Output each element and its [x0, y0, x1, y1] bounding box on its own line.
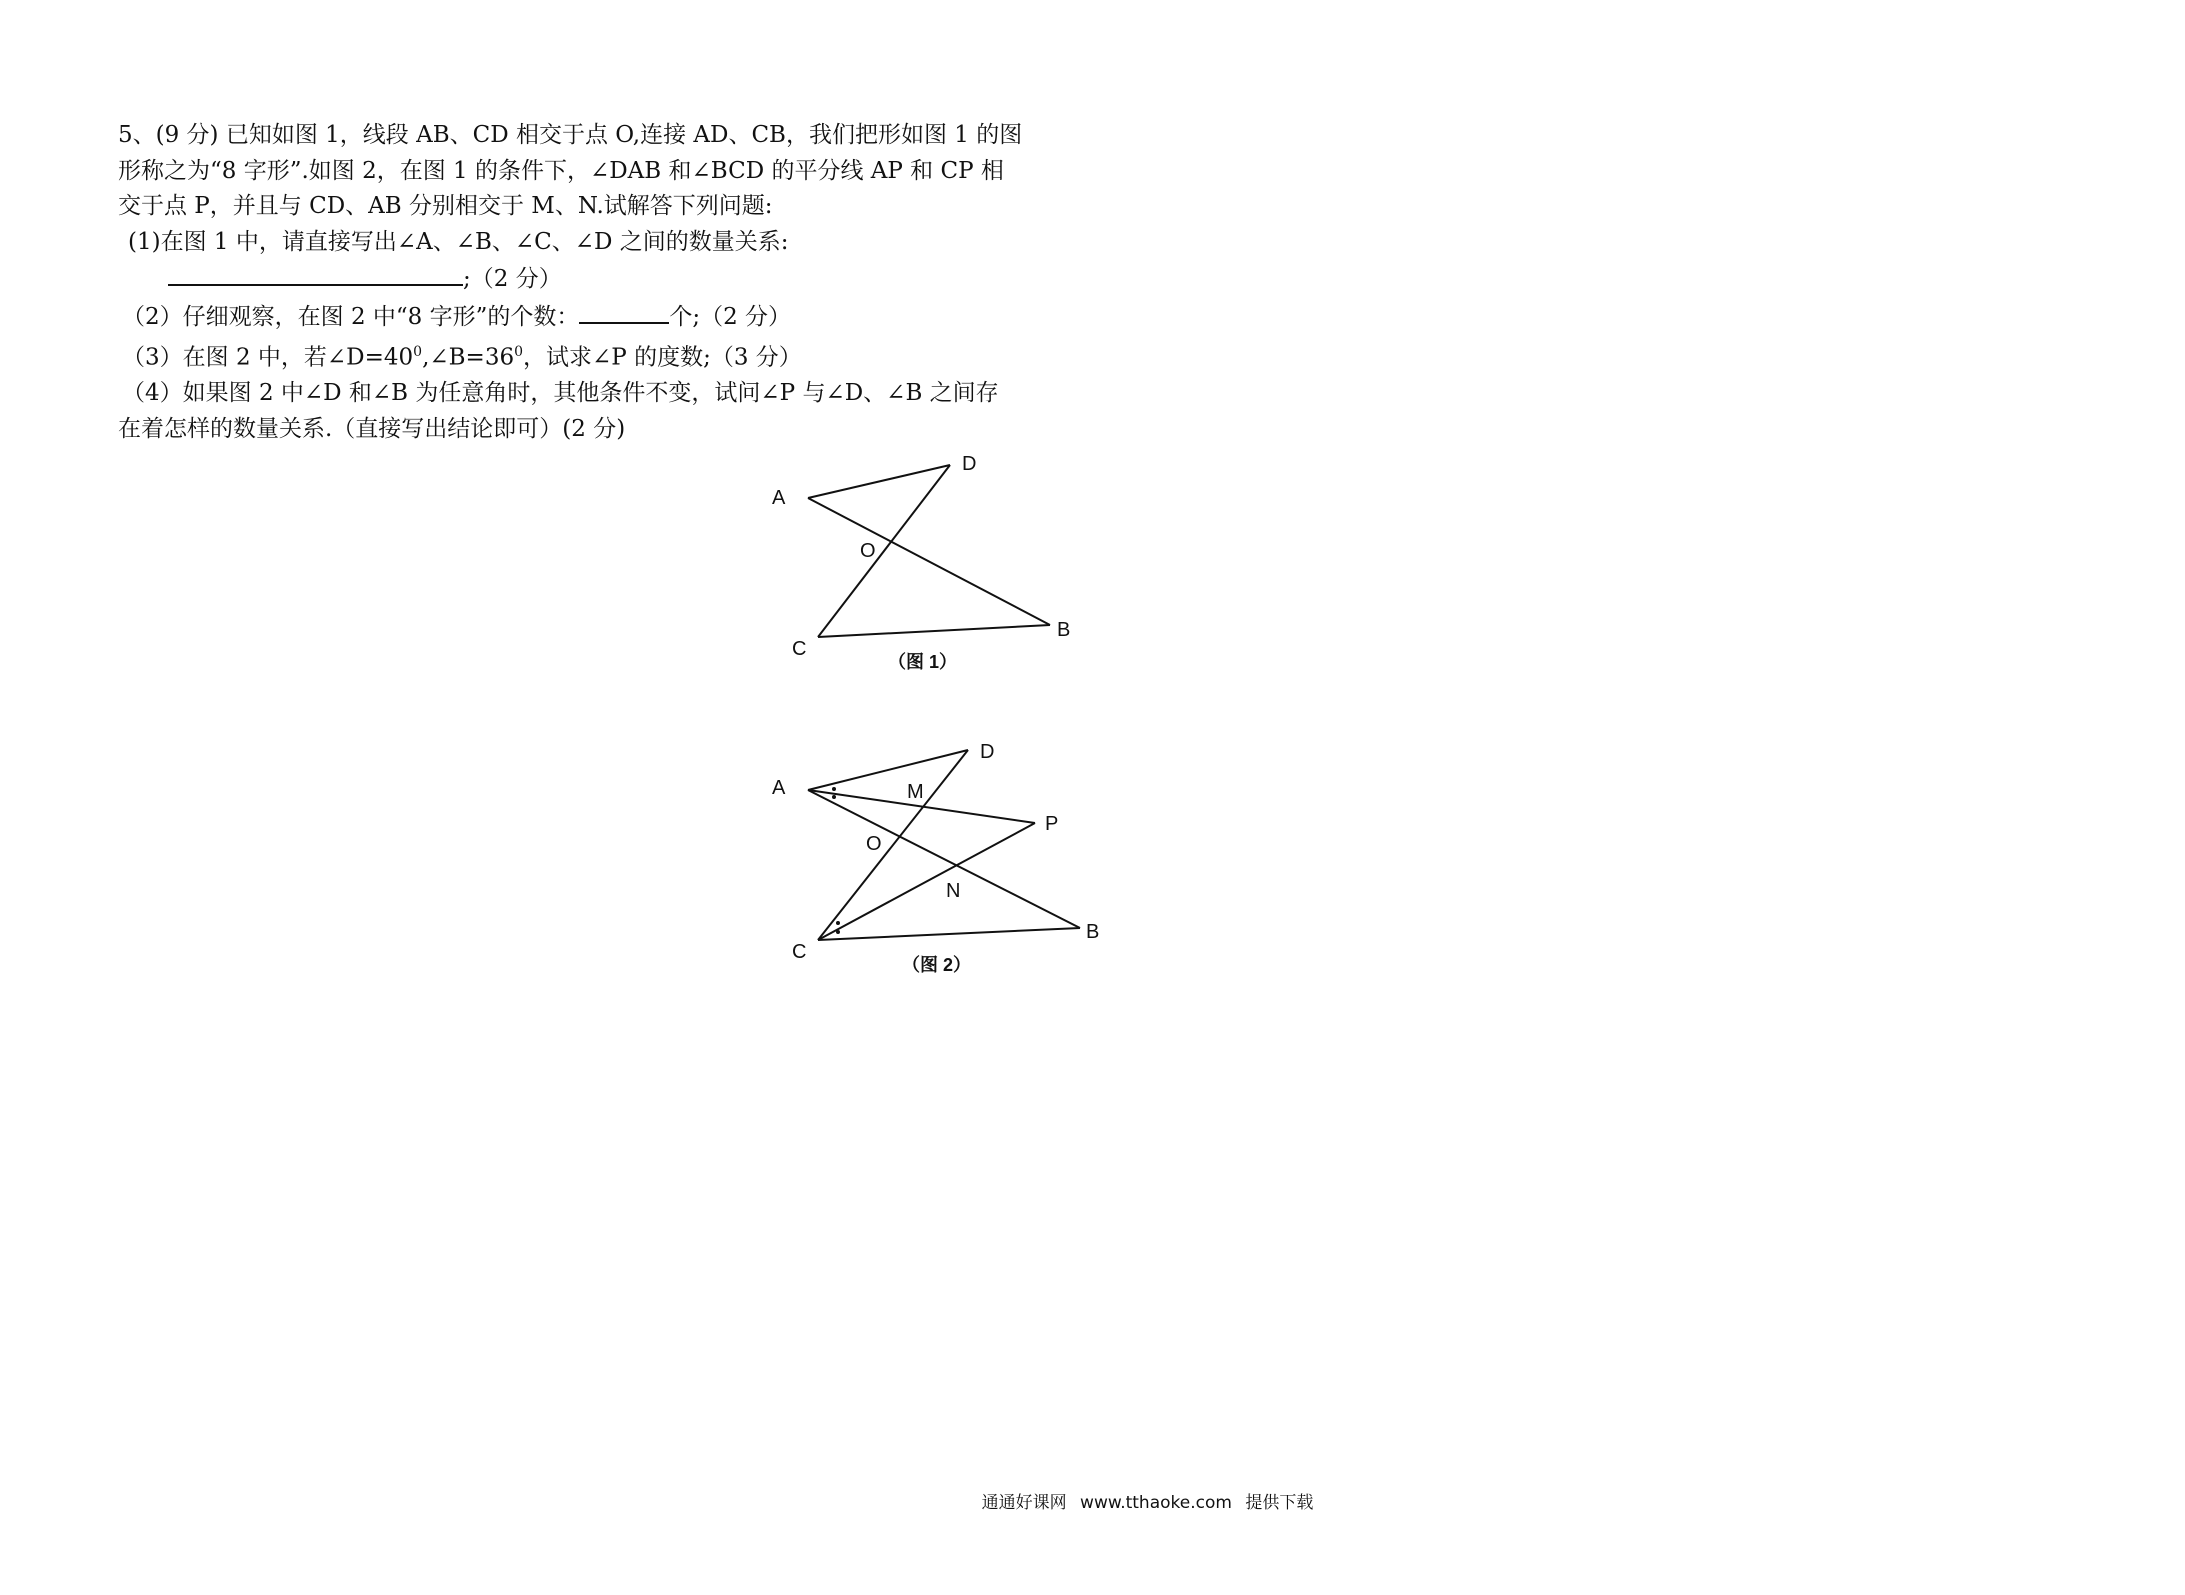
- fig1-label-d: D: [962, 453, 977, 475]
- problem-line-3: 交于点 P，并且与 CD、AB 分别相交于 M、N.试解答下列问题:: [118, 193, 773, 219]
- fig2-label-a: A: [772, 777, 786, 799]
- segment-ap: [808, 790, 1035, 823]
- answer-blank-2[interactable]: [579, 298, 669, 324]
- segment-dc: [818, 750, 968, 940]
- segment-ab: [808, 498, 1050, 625]
- fig1-label-c: C: [792, 638, 807, 660]
- fig2-label-m: M: [907, 781, 924, 803]
- fig2-caption: （图 2）: [902, 955, 972, 975]
- question-3-text-c: ，试求∠P 的度数;（3 分）: [523, 344, 802, 371]
- footer-text: [982, 1488, 1314, 1513]
- angle-mark-c2: [836, 930, 840, 934]
- problem-text: [118, 118, 1098, 447]
- footer-site-name: 通通好课网: [981, 1493, 1067, 1513]
- fig1-label-o: O: [860, 540, 876, 562]
- segment-ad: [808, 750, 968, 790]
- fig2-label-d: D: [980, 741, 995, 763]
- footer-suffix: 提供下载: [1245, 1493, 1314, 1513]
- question-1-answer-line: [118, 260, 1098, 298]
- question-1: (1)在图 1 中，请直接写出∠A、∠B、∠C、∠D 之间的数量关系:: [128, 228, 789, 255]
- angle-mark-a1: [832, 787, 836, 791]
- segment-cp: [818, 823, 1035, 940]
- segment-ab: [808, 790, 1080, 928]
- fig2-label-o: O: [866, 833, 882, 855]
- fig2-label-c: C: [792, 941, 807, 963]
- footer-url[interactable]: www.tthaoke.com: [1080, 1493, 1232, 1513]
- angle-mark-c1: [836, 921, 840, 925]
- segment-ad: [808, 465, 950, 498]
- question-1-score: ;（2 分）: [463, 266, 562, 292]
- degree-sup-1: 0: [413, 344, 423, 360]
- fig1-label-b: B: [1057, 619, 1071, 641]
- question-4-line-2: 在着怎样的数量关系.（直接写出结论即可）(2 分): [118, 415, 626, 442]
- answer-blank-1[interactable]: [168, 260, 463, 286]
- fig1-caption: （图 1）: [888, 652, 958, 672]
- problem-line-1: 5、(9 分) 已知如图 1，线段 AB、CD 相交于点 O,连接 AD、CB，我们把形如图 1 的图: [118, 122, 1023, 148]
- segment-cb: [818, 625, 1050, 637]
- question-3: [118, 335, 1098, 376]
- fig2-label-p: P: [1045, 813, 1059, 835]
- question-2: [118, 298, 1098, 336]
- fig2-label-b: B: [1086, 921, 1100, 943]
- angle-mark-a2: [832, 795, 836, 799]
- fig2-label-n: N: [946, 880, 961, 902]
- degree-sup-2: 0: [514, 344, 524, 360]
- question-4-line-1: （4）如果图 2 中∠D 和∠B 为任意角时，其他条件不变，试问∠P 与∠D、∠B 之间存: [122, 380, 999, 407]
- fig1-label-a: A: [772, 487, 786, 509]
- question-3-text-b: ,∠B=36: [422, 344, 515, 371]
- problem-line-2: 形称之为“8 字形”.如图 2，在图 1 的条件下，∠DAB 和∠BCD 的平分线 AP 和 CP 相: [118, 157, 1004, 184]
- question-2-text: （2）仔细观察，在图 2 中“8 字形”的个数：: [122, 303, 580, 330]
- segment-cb: [818, 928, 1080, 940]
- page-footer: [0, 1488, 2185, 1513]
- question-2-score: 个;（2 分）: [669, 303, 792, 330]
- segment-dc: [818, 465, 950, 637]
- question-3-text-a: （3）在图 2 中，若∠D=40: [122, 344, 414, 371]
